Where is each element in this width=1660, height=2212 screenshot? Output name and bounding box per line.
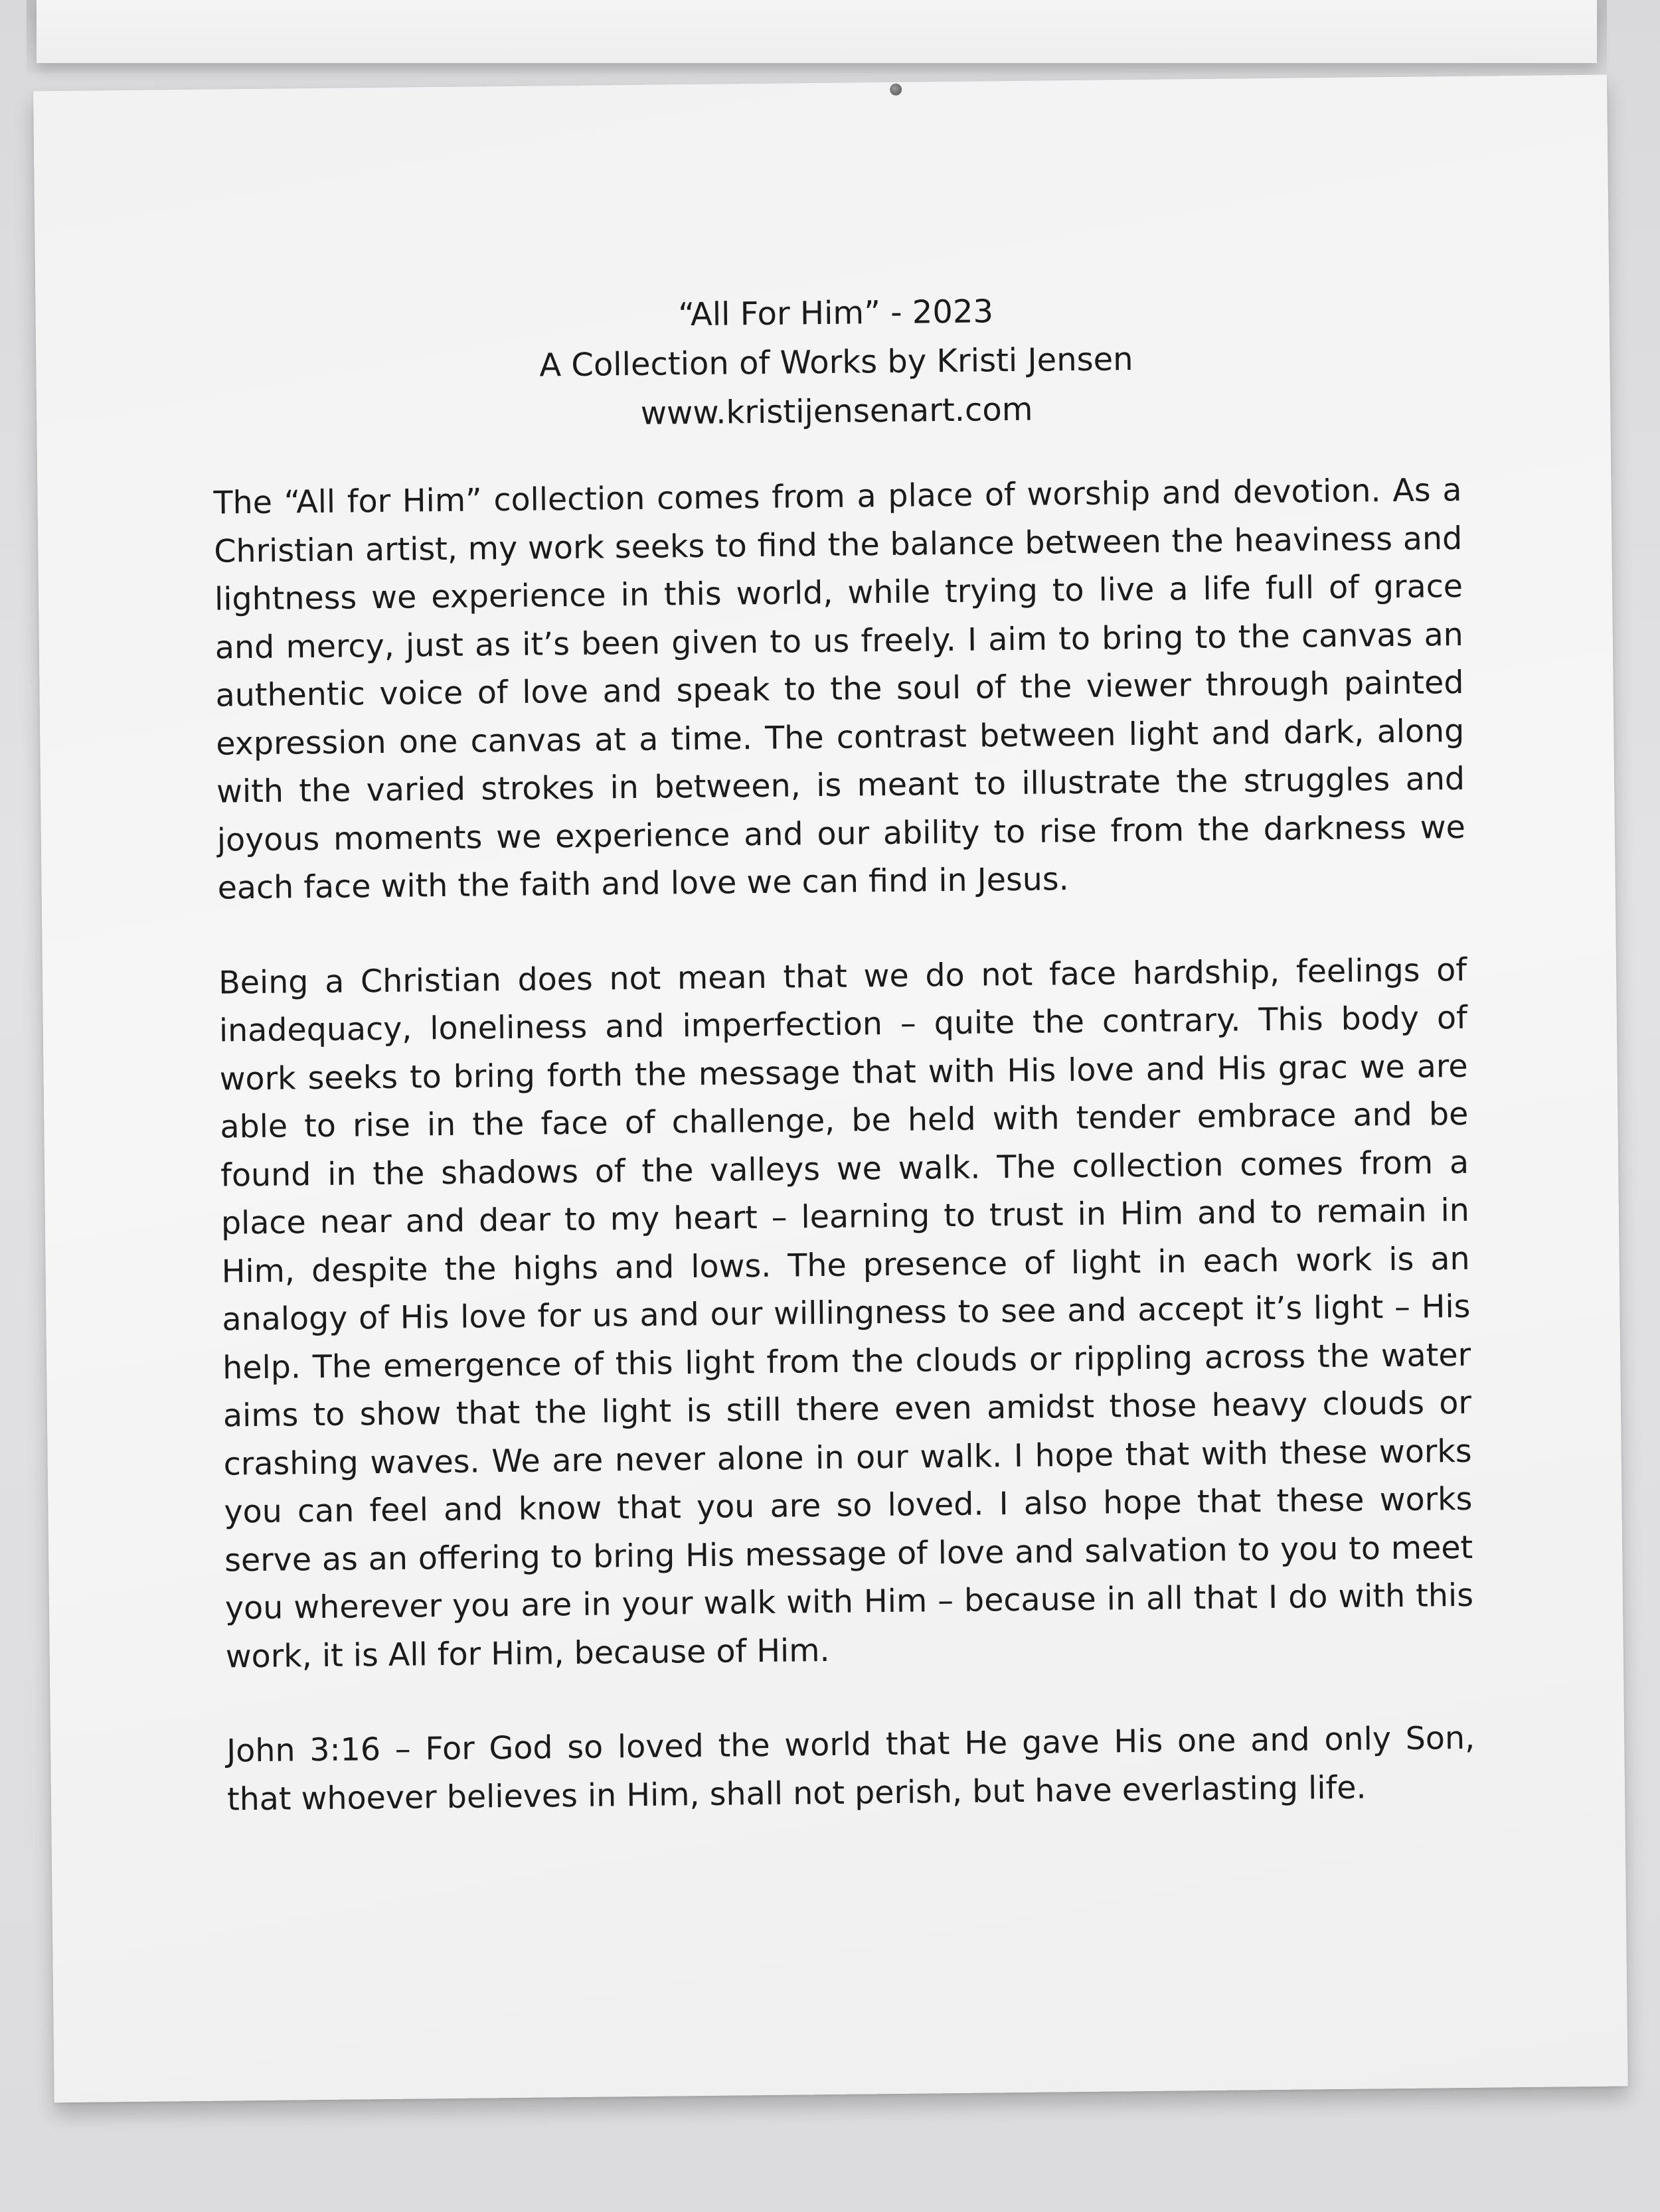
pin-icon (890, 84, 902, 96)
statement-header (211, 282, 1461, 443)
statement-paragraph-1: The “All for Him” collection comes from a place of worship and devotion. As a Christian artist, my work seeks to find the balance between the heaviness and lightness we experience in this world, while trying to live a life full of grace and mercy, just as it’s been given to us freely. I aim to bring to the canvas an authentic voice of love and speak to the soul of the viewer through painted expression one canvas at a time. The contrast between light and dark, along with the varied strokes in between, is meant to illustrate the struggles and joyous moments we experience and our ability to rise from the darkness we each face with the faith and love we can find in Jesus. (213, 471, 1466, 907)
artist-website: www.kristijensenart.com (640, 390, 1033, 432)
collection-subtitle: A Collection of Works by Kristi Jensen (539, 341, 1133, 384)
statement-paragraph-2: Being a Christian does not mean that we do not face hardship, feelings of inadequacy, loneliness and imperfection – quite the contrary. This body of work seeks to bring forth the message that with His love and His grac we are able to rise in the face of challenge, be held with tender embrace and be found in the shadows of the valleys we walk. The collection comes from a place near and dear to my heart – learning to trust in Him and to remain in Him, despite the highs and lows. The presence of light in each work is an analogy of His love for us and our willingness to see and accept it’s light – His help. The emergence of this light from the clouds or rippling across the water aims to show that the light is still there even amidst those heavy clouds or crashing waves. We are never alone in our walk. I hope that with these works you can feel and know that you are so loved. I also hope that these works serve as an offering to bring His message of love and salvation to you to meet you wherever you are in your walk with Him – because in all that I do with this work, it is All for Him, because of Him. (218, 951, 1474, 1676)
collection-title: “All For Him” - 2023 (677, 293, 994, 334)
scripture-verse: John 3:16 – For God so loved the world that He gave His one and only Son, that whoever believes in Him, shall not perish, but have everlasting life. (226, 1719, 1475, 1818)
artist-statement-sheet (33, 75, 1628, 2103)
upper-sheet-edge (37, 0, 1597, 63)
statement-content (211, 282, 1475, 1824)
